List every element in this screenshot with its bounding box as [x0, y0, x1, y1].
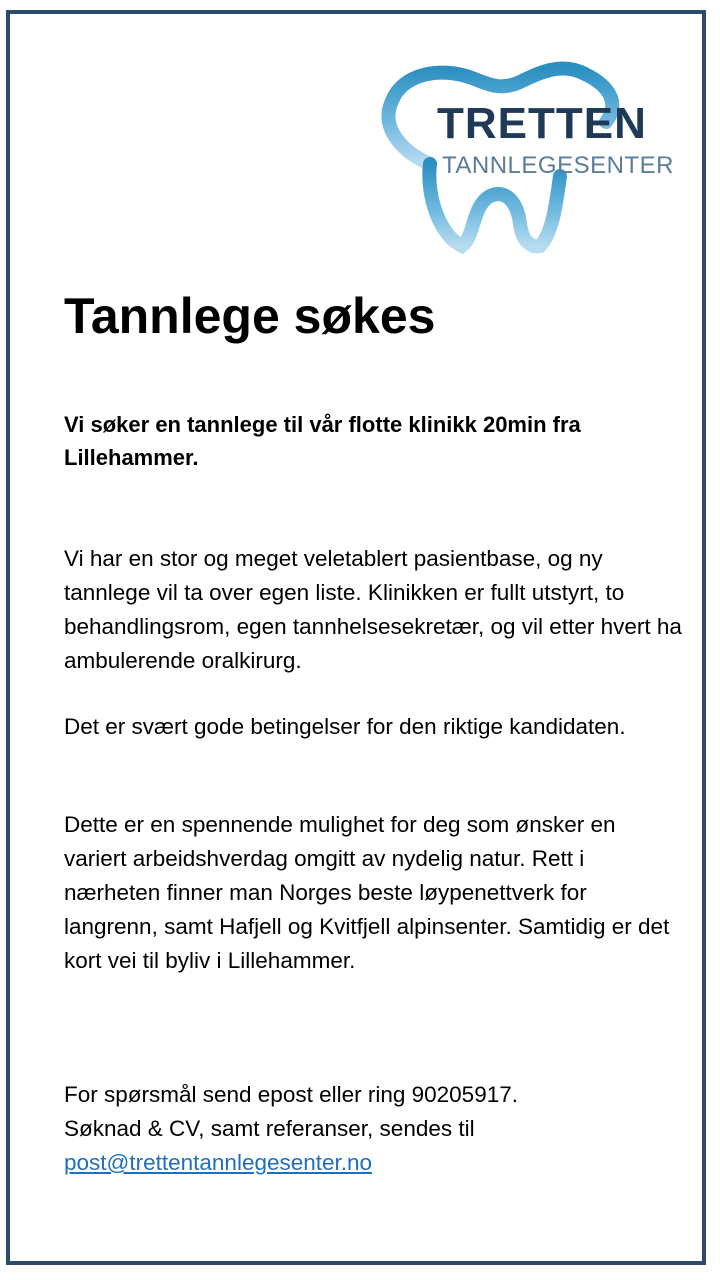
logo-name-main: TRETTEN	[437, 99, 647, 148]
ad-frame	[6, 10, 706, 1265]
clinic-logo	[380, 56, 690, 256]
lead-paragraph: Vi søker en tannlege til vår flotte klinikk 20min fra Lillehammer.	[64, 412, 581, 470]
logo-name-sub: TANNLEGESENTER	[442, 152, 674, 179]
body-paragraph-2: Det er svært gode betingelser for den riktige kandidaten.	[64, 714, 626, 739]
contact-phone-line: For spørsmål send epost eller ring 90205917.	[64, 1082, 518, 1107]
contact-application-line: Søknad & CV, samt referanser, sendes til	[64, 1116, 475, 1141]
contact-block	[64, 1078, 684, 1180]
email-link[interactable]: post@trettentannlegesenter.no	[64, 1150, 373, 1175]
ad-title: Tannlege søkes	[64, 288, 436, 344]
body-paragraph-1: Vi har en stor og meget veletablert pasientbase, og ny tannlege vil ta over egen liste. Klinikken er fullt utstyrt, to behandlingsrom, egen tannhelsesekretær, og vil etter hvert ha ambulerende oralkirurg.	[64, 546, 682, 673]
body-paragraph-3: Dette er en spennende mulighet for deg som ønsker en variert arbeidshverdag omgitt av nydelig natur. Rett i nærheten finner man Norges beste løypenettverk for langrenn, samt Hafjell og Kvitfjell alpinsenter. Samtidig er det kort vei til byliv i Lillehammer.	[64, 812, 670, 973]
